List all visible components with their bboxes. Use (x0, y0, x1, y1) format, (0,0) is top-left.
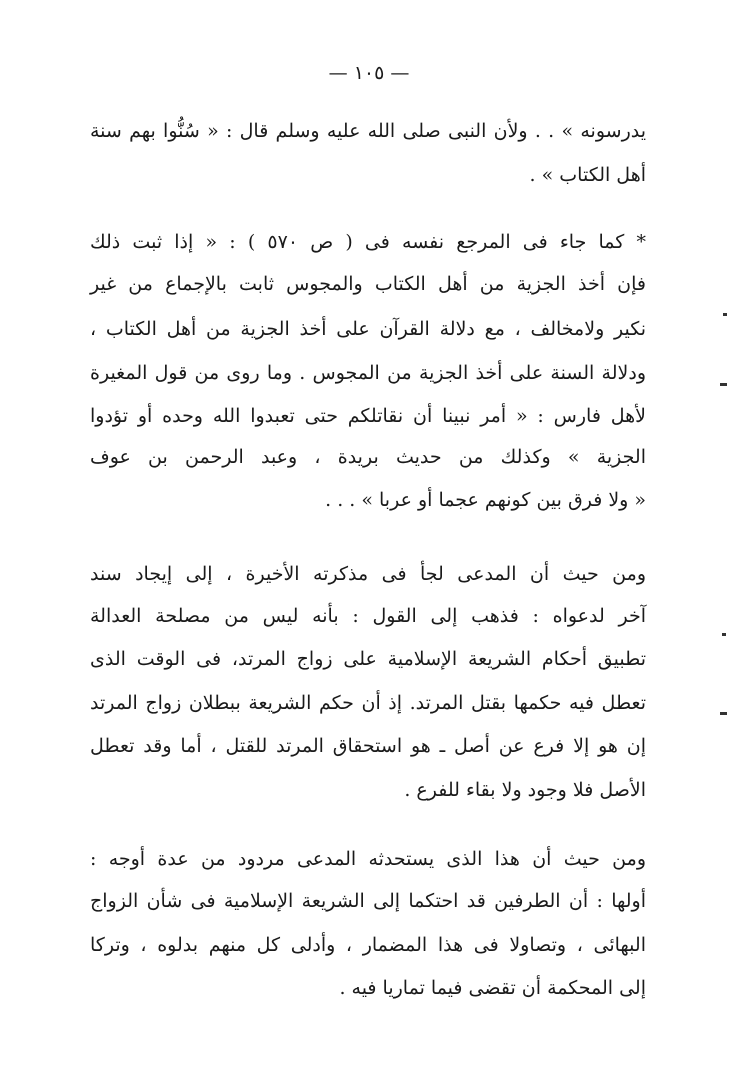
scan-mark (723, 313, 727, 316)
scan-mark (720, 712, 727, 715)
paragraph-4-line-2: أولها : أن الطرفين قد احتكما إلى الشريعة الإسلامية فى شأن الزواج (90, 890, 646, 912)
paragraph-3-line-6: الأصل فلا وجود ولا بقاء للفرع . (404, 779, 646, 801)
paragraph-2-line-2: فإن أخذ الجزية من أهل الكتاب والمجوس ثابت بالإجماع من غير (90, 273, 646, 295)
scan-mark (720, 383, 727, 386)
paragraph-1-line-1: يدرسونه » . . ولأن النبى صلى الله عليه وسلم قال : « سُنُّوا بهم سنة (90, 120, 646, 142)
paragraph-2-line-6: الجزية » وكذلك من حديث بريدة ، وعبد الرحمن بن عوف (90, 446, 646, 468)
paragraph-2-line-5: لأهل فارس : « أمر نبينا أن نقاتلكم حتى تعبدوا الله وحده أو تؤدوا (90, 405, 646, 427)
paragraph-3-line-1: ومن حيث أن المدعى لجأ فى مذكرته الأخيرة ، إلى إيجاد سند (90, 563, 646, 585)
paragraph-2-line-7: « ولا فرق بين كونهم عجما أو عربا » . . . (325, 489, 646, 511)
scan-mark (722, 633, 726, 636)
paragraph-1-line-2: أهل الكتاب » . (529, 164, 646, 186)
paragraph-3-line-5: إن هو إلا فرع عن أصل ـ هو استحقاق المرتد للقتل ، أما وقد تعطل (90, 735, 646, 757)
paragraph-4-line-4: إلى المحكمة أن تقضى فيما تماريا فيه . (339, 977, 646, 999)
paragraph-3-line-3: تطبيق أحكام الشريعة الإسلامية على زواج المرتد، فى الوقت الذى (90, 648, 646, 670)
paragraph-4-line-1: ومن حيث أن هذا الذى يستحدثه المدعى مردود من عدة أوجه : (90, 848, 646, 870)
paragraph-2-line-1: * كما جاء فى المرجع نفسه فى ( ص ٥٧٠ ) : « إذا ثبت ذلك (90, 231, 647, 253)
paragraph-3-line-2: آخر لدعواه : فذهب إلى القول : بأنه ليس من مصلحة العدالة (90, 605, 646, 627)
page-number: — ١٠٥ — (328, 62, 410, 84)
paragraph-2-line-3: نكير ولامخالف ، مع دلالة القرآن على أخذ الجزية من أهل الكتاب ، (90, 318, 646, 340)
paragraph-3-line-4: تعطل فيه حكمها بقتل المرتد. إذ أن حكم الشريعة ببطلان زواج المرتد (90, 692, 646, 714)
paragraph-4-line-3: البهائى ، وتصاولا فى هذا المضمار ، وأدلى كل منهم بدلوه ، وتركا (90, 934, 646, 956)
paragraph-2-line-4: ودلالة السنة على أخذ الجزية من المجوس . وما روى من قول المغيرة (90, 362, 646, 384)
